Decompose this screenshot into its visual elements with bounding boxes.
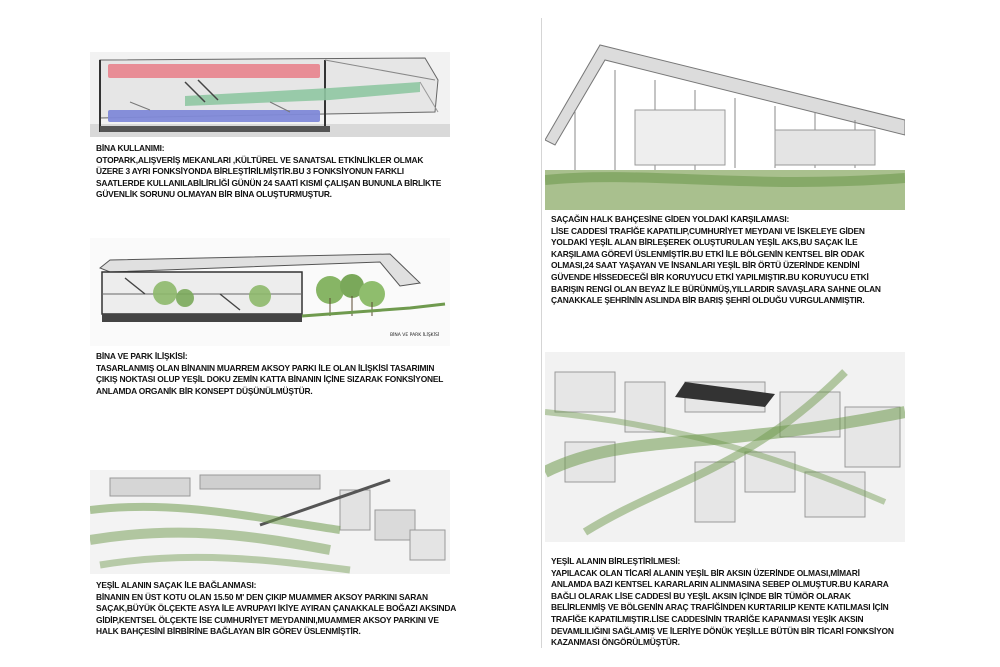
section-drawing-park — [90, 238, 450, 346]
caption-yesil-birlestirilmesi — [551, 556, 901, 649]
caption-text: LİSE CADDESİ TRAFİĞE KAPATILIP,CUMHURİYET MEYDANI VE İSKELEYE GİDEN YOLDAKİ YEŞİL ALAN BİRLEŞEREK OLUŞTURULAN YEŞİL AKS,BU SAÇAK İLE KARŞILAMA GÖREVİ ÜSLENMİŞTİR.BU ETKİ İLE BÖLGENİN KENTSEL BİR ODAK OLMASI,24 SAAT YAŞAYAN VE İNSANLARI YEŞİL BİR ÖRTÜ ÜZERİNDE KENDİNİ GÜVENDE HİSSEDECEĞİ BİR KORUYUCU ETKİ YAPILMIŞTIR.BU KORUYUCU ETKİ BARIŞIN RENGİ OLAN BEYAZ İLE BÜRÜNMÜŞ,YILLARDIR SAVAŞLARA SAHNE OLAN ÇANAKKALE ŞEHRİNİN ASLINDA BİR BARIŞ ŞEHRİ OLDUĞU VURGULANMIŞTIR. — [551, 225, 881, 306]
caption-title: YEŞİL ALANIN SAÇAK İLE BAĞLANMASI: — [96, 580, 257, 590]
red-band — [108, 64, 320, 78]
caption-text: YAPILACAK OLAN TİCARİ ALANIN YEŞİL BİR AKSIN ÜZERİNDE OLMASI,MİMARİ ANLAMDA BAZI KENTSEL KARARLARIN ALINMASINA SEBEP OLMUŞTUR.BU KARARA BAĞLI OLARAK LİSE CADDESİ BU YEŞİL AKSIN İÇİNDE BİR TÜMÖR OLARAK BELİRLENMİŞ VE BÖLGENİN ARAÇ TRAFİĞİNDEN KURTARILIP KENTE KATILMASI İÇİN TRAFİĞE KAPATILMIŞTIR.LİSE CADDESİNİN TRARİĞE KAPANMASI YEŞİK AKSIN DEVAMLILIĞINI SAĞLAMIŞ VE İLERİYE DÖNÜK YEŞİLLE BÜTÜN BİR TİCARİ FONKSİYON KAZANMASI ÖNGÖRÜLMÜŞTÜR. — [551, 567, 894, 648]
aerial-city-view — [545, 352, 905, 542]
caption-text: OTOPARK,ALIŞVERİŞ MEKANLARI ,KÜLTÜREL VE SANATSAL ETKİNLİKLER OLMAK ÜZERE 3 AYRI FONKSİYONDA BİRLEŞTİRİLMİŞTİR.BU 3 FONKSİYONUN FARKLI SAATLERDE KULLANILABİLİRLİĞİ GÜNÜN 24 SAATİ KISMİ ÇALIŞAN BUNUNLA BİRLİKTE GÜVENLİK SORUNU OLMAYAN BİR BİNA OLUŞTURMUŞTUR. — [96, 154, 442, 200]
caption-title: YEŞİL ALANIN BİRLEŞTİRİLMESİ: — [551, 556, 681, 566]
blue-band — [108, 110, 320, 122]
caption-yesil-sacak — [96, 580, 456, 638]
canopy-perspective — [545, 40, 905, 210]
caption-text: TASARLANMIŞ OLAN BİNANIN MUARREM AKSOY PARKI İLE OLAN İLİŞKİSİ TASARIMIN ÇIKIŞ NOKTASI OLUP YEŞİL DOKU ZEMİN KATTA BİNANIN İÇİNE SIZARAK FONKSİYONEL ANLAMDA ORGANİK BİR KONSEPT DÜŞÜNÜLMÜŞTÜR. — [96, 362, 444, 396]
caption-sacagin-halk — [551, 214, 901, 307]
caption-bina-ve-park — [96, 351, 456, 397]
caption-bina-kullanimi — [96, 143, 446, 201]
drawing-label: BİNA VE PARK İLİŞKİSİ — [390, 333, 440, 338]
caption-title: BİNA VE PARK İLİŞKİSİ: — [96, 351, 188, 361]
caption-title: BİNA KULLANIMI: — [96, 143, 165, 153]
column-divider — [541, 18, 542, 648]
section-drawing-functions — [90, 52, 450, 137]
caption-text: BİNANIN EN ÜST KOTU OLAN 15.50 M' DEN ÇIKIP MUAMMER AKSOY PARKINI SARAN SAÇAK,BÜYÜK ÖLÇEKTE ASYA İLE AVRUPAYI İKİYE AYIRAN ÇANAKKALE BOĞAZI AKSINDA GİDİP,KENTSEL ÖLÇEKTE İSE CUMHURİYET MEYDANINI,MUAMMER AKSOY PARKINI VE HALK BAHÇESİNİ BİRBİRİNE BAĞLAYAN BİR GÖREV ÜSLENMİŞTİR. — [96, 591, 456, 637]
aerial-view-sacak — [90, 470, 450, 574]
caption-title: SAÇAĞIN HALK BAHÇESİNE GİDEN YOLDAKİ KARŞILAMASI: — [551, 214, 790, 224]
